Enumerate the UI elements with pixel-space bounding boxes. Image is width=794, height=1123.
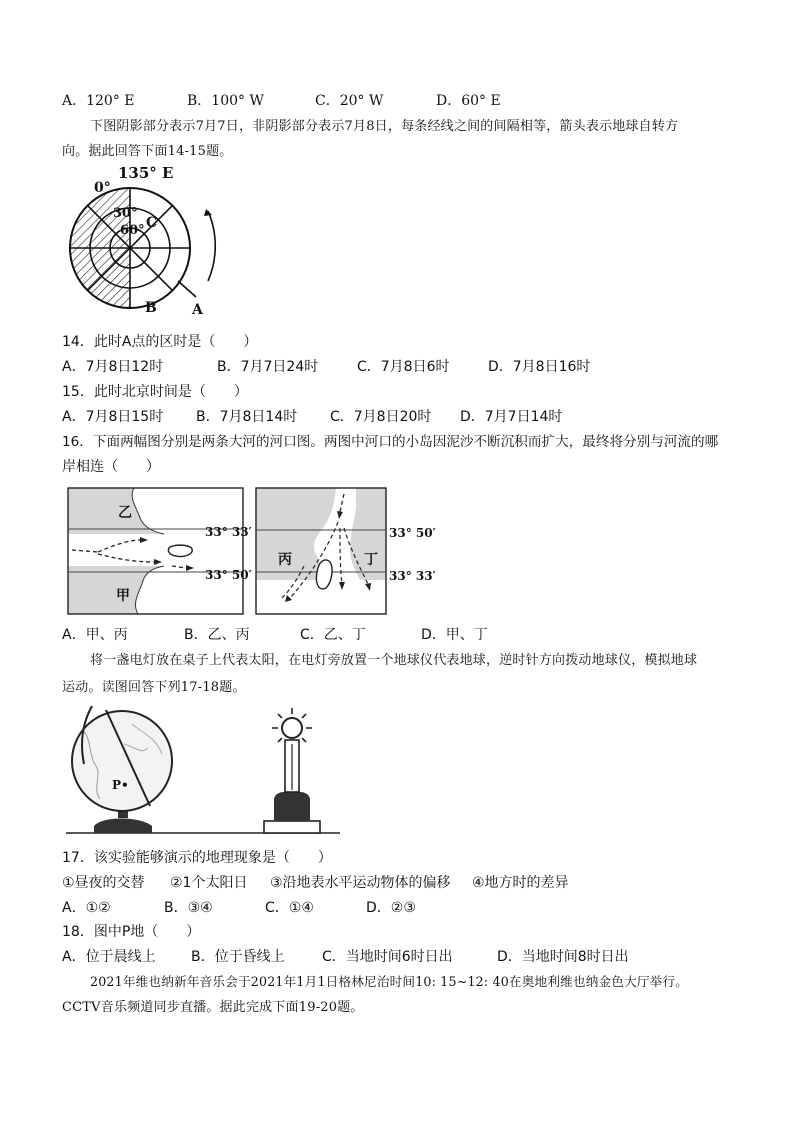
intro-19-20-line1: 2021年维也纳新年音乐会于2021年1月1日格林尼治时间10: 15~12: 40在奥地利维也纳金色大厅举行。 (90, 974, 689, 989)
q15-option-d: D．7月7日14时 (460, 409, 563, 425)
polar-diagram (60, 163, 240, 323)
q14-option-a: A．7月8日12时 (62, 359, 164, 375)
intro-14-15-line2: 向。据此回答下面14-15题。 (62, 144, 233, 159)
point-b-label: B (145, 300, 157, 316)
point-a-label: A (192, 302, 203, 318)
q18-option-a: A．位于晨线上 (62, 949, 156, 965)
q18-stem: 18．图中P地（ ） (62, 924, 201, 940)
q16-option-c: C．乙、丁 (300, 627, 366, 643)
river-mouth-map-1 (68, 488, 243, 614)
rotation-arrow (208, 211, 215, 281)
q15-option-c: C．7月8日20时 (330, 409, 432, 425)
map2-island (316, 560, 332, 589)
q18-option-c: C．当地时间6时日出 (322, 949, 453, 965)
q14-option-c: C．7月8日6时 (357, 359, 450, 375)
lat-30-label: 30° (113, 206, 138, 221)
q17-stem: 17．该实验能够演示的地理现象是（ ） (62, 850, 332, 866)
lat-60-label: 60° (120, 223, 145, 238)
point-c-label: C (146, 215, 158, 231)
q15-stem: 15．此时北京时间是（ ） (62, 384, 248, 400)
map2-label-bing: 丙 (278, 552, 292, 568)
lon-135e-label: 135° E (118, 164, 174, 182)
north-bank (68, 488, 164, 534)
q18-option-d: D．当地时间8时日出 (497, 949, 629, 965)
q17-option-c: C．①④ (265, 900, 314, 916)
q15-option-a: A．7月8日15时 (62, 409, 164, 425)
q18-option-b: B．位于昏线上 (191, 949, 285, 965)
q16-stem-line1: 16．下面两幅图分别是两条大河的河口图。两图中河口的小岛因泥沙不断沉积而扩大，最终将分别与河流的哪 (62, 434, 719, 450)
q13-option-d: D．60° E (436, 93, 501, 109)
point-p-label: P• (112, 778, 129, 792)
q17-item-3: ③沿地表水平运动物体的偏移 (270, 875, 451, 891)
map1-lat-top-label: 33° 33′ (205, 525, 252, 539)
globe-sphere (72, 711, 172, 811)
q15-option-b: B．7月8日14时 (196, 409, 298, 425)
q16-option-a: A．甲、丙 (62, 627, 128, 643)
map2-lat-bottom-label: 33° 33′ (389, 569, 436, 583)
q16-option-d: D．甲、丁 (421, 627, 488, 643)
intro-17-18-line2: 运动。读图回答下列17-18题。 (62, 680, 246, 695)
globe-lamp-figure (62, 704, 342, 839)
q16-stem-line2: 岸相连（ ） (62, 459, 160, 475)
map2-label-ding: 丁 (364, 552, 378, 568)
intro-14-15-line1: 下图阴影部分表示7月7日，非阴影部分表示7月8日，每条经线之间的间隔相等，箭头表示地球自转方 (90, 119, 679, 134)
lamp-bulb (282, 718, 302, 738)
point-a-arrow (178, 281, 196, 297)
q14-stem: 14．此时A点的区时是（ ） (62, 334, 258, 350)
intro-19-20-line2: CCTV音乐频道同步直播。据此完成下面19-20题。 (62, 1000, 364, 1015)
intro-17-18-line1: 将一盏电灯放在桌子上代表太阳，在电灯旁放置一个地球仪代表地球，逆时针方向拨动地球仪，模拟地球 (90, 653, 698, 668)
q17-option-a: A．①② (62, 900, 111, 916)
river-mouth-map-2 (256, 488, 386, 614)
q13-option-a: A．120° E (62, 93, 135, 109)
q17-item-4: ④地方时的差异 (472, 875, 569, 891)
q13-option-c: C．20° W (315, 93, 384, 109)
map1-lat-bottom-label: 33° 50′ (205, 568, 252, 582)
q17-option-b: B．③④ (164, 900, 213, 916)
q16-option-b: B．乙、丙 (184, 627, 250, 643)
map2-lat-top-label: 33° 50′ (389, 526, 436, 540)
lon-0-label: 0° (94, 180, 111, 196)
q13-option-b: B．100° W (187, 93, 264, 109)
globe-base (94, 819, 152, 834)
q17-item-1: ①昼夜的交替 (62, 875, 145, 891)
q17-option-d: D．②③ (366, 900, 416, 916)
map1-label-yi: 乙 (118, 505, 132, 521)
map1-label-jia: 甲 (116, 588, 130, 604)
q17-item-2: ②1个太阳日 (170, 875, 248, 891)
q14-option-d: D．7月8日16时 (488, 359, 591, 375)
map1-island (168, 545, 192, 556)
lamp-base-plate (264, 821, 320, 833)
q14-option-b: B．7月7日24时 (217, 359, 319, 375)
lamp-base (274, 792, 310, 821)
